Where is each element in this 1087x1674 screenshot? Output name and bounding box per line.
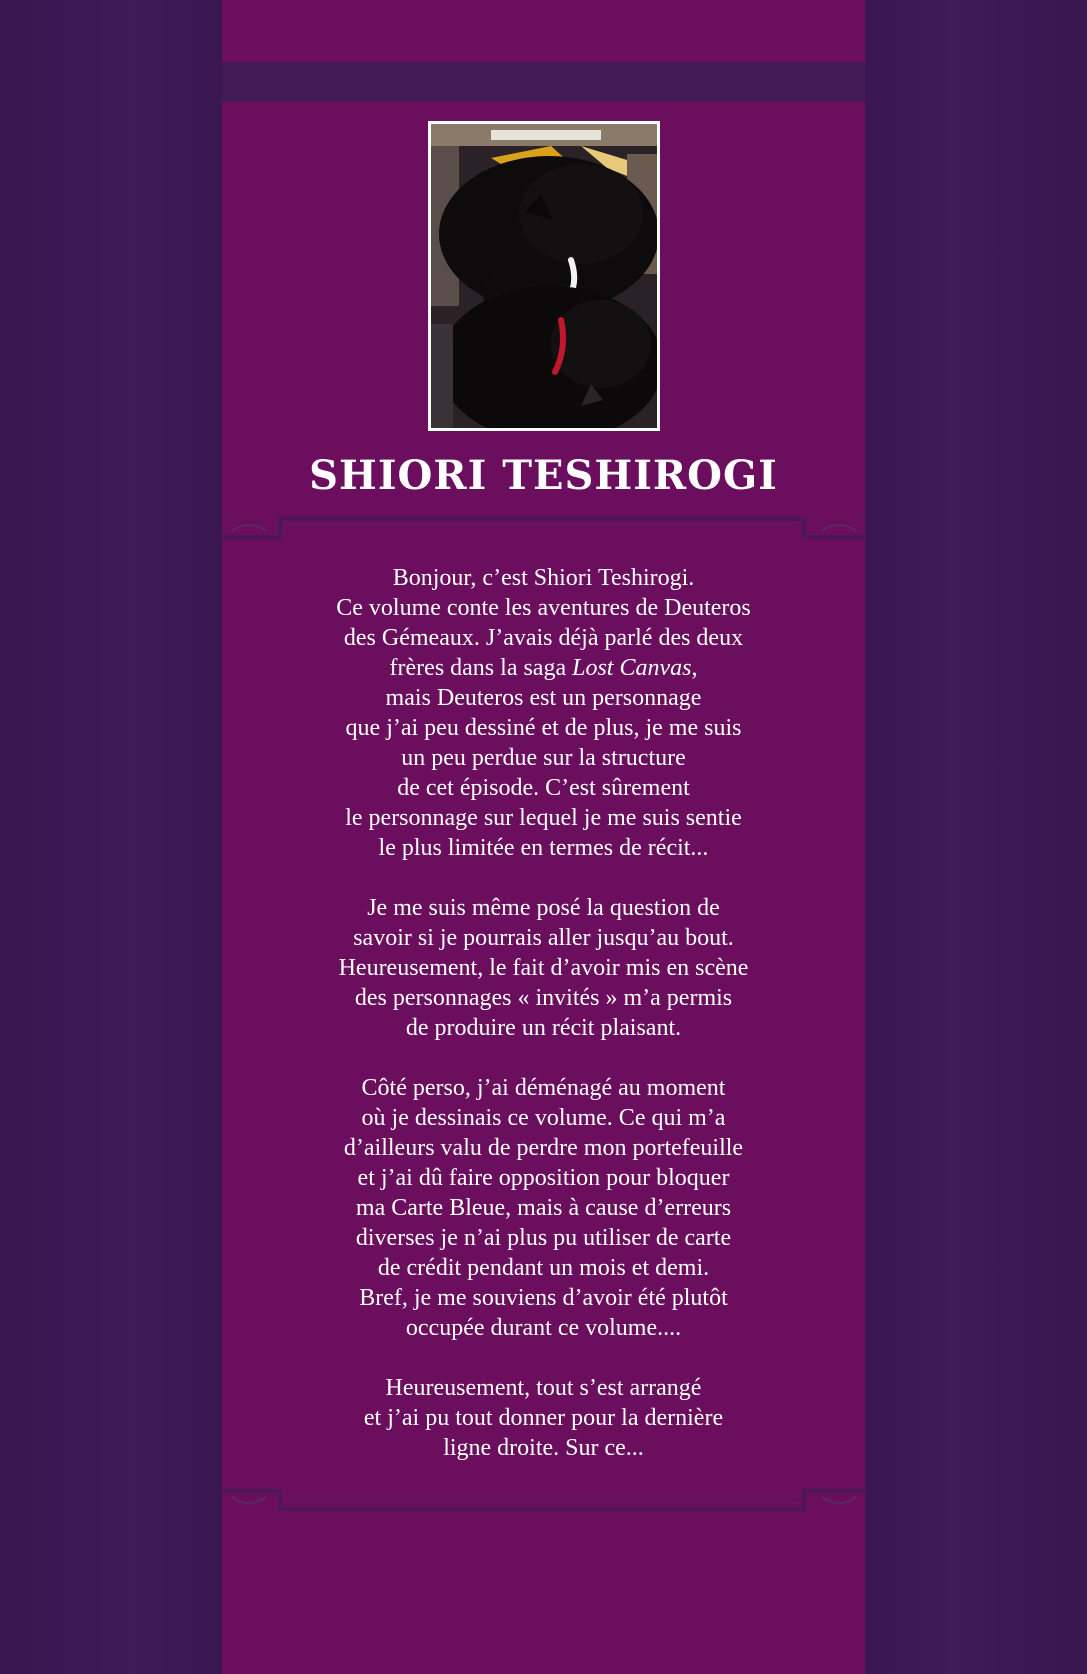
text-fragment: , (691, 655, 698, 681)
top-ornament-divider (222, 513, 865, 543)
right-side-panel (865, 0, 1087, 1674)
text-line: occupée durant ce volume.... (405, 1315, 682, 1341)
bottom-ornament-divider (222, 1485, 865, 1515)
cats-photo-icon (431, 124, 657, 428)
text-line: un peu perdue sur la structure (401, 745, 686, 771)
author-note (222, 563, 865, 1493)
text-line-with-title (222, 653, 865, 683)
text-line: Heureusement, le fait d’avoir mis en scène (338, 955, 749, 981)
text-line: Bref, je me souviens d’avoir été plutôt (359, 1285, 728, 1311)
text-line: de cet épisode. C’est sûrement (397, 775, 690, 801)
paragraph-2 (222, 893, 865, 1043)
text-line: des Gémeaux. J’avais déjà parlé des deux (343, 625, 744, 651)
work-title: Lost Canvas (572, 655, 692, 681)
text-line: ligne droite. Sur ce... (443, 1435, 644, 1461)
paragraph-3 (222, 1073, 865, 1343)
text-line: et j’ai dû faire opposition pour bloquer (357, 1165, 730, 1191)
text-line: Bonjour, c’est Shiori Teshirogi. (392, 565, 695, 591)
text-line: le plus limitée en termes de récit... (378, 835, 709, 861)
text-line: où je dessinais ce volume. Ce qui m’a (361, 1105, 726, 1131)
text-fragment: frères dans la saga (389, 655, 573, 681)
text-line: des personnages « invités » m’a permis (354, 985, 733, 1011)
text-line: de crédit pendant un mois et demi. (377, 1255, 710, 1281)
author-name: SHIORI TESHIROGI (309, 452, 778, 499)
text-line: de produire un récit plaisant. (405, 1015, 682, 1041)
text-line: savoir si je pourrais aller jusqu’au bout. (353, 925, 734, 951)
text-line: le personnage sur lequel je me suis sentie (345, 805, 742, 831)
text-line: d’ailleurs valu de perdre mon portefeuille (343, 1135, 744, 1161)
text-line: que j’ai peu dessiné et de plus, je me suis (345, 715, 742, 741)
top-band (222, 62, 865, 102)
text-line: Heureusement, tout s’est arrangé (385, 1375, 702, 1401)
text-line: et j’ai pu tout donner pour la dernière (363, 1405, 724, 1431)
paragraph-1 (222, 563, 865, 863)
text-line: diverses je n’ai plus pu utiliser de carte (355, 1225, 732, 1251)
author-photo (428, 121, 660, 431)
text-line: Je me suis même posé la question de (367, 895, 720, 921)
text-line: mais Deuteros est un personnage (385, 685, 702, 711)
paragraph-4 (222, 1373, 865, 1463)
text-line: Côté perso, j’ai déménagé au moment (361, 1075, 726, 1101)
text-line: ma Carte Bleue, mais à cause d’erreurs (355, 1195, 732, 1221)
text-line: Ce volume conte les aventures de Deuteros (336, 595, 751, 621)
left-side-panel (0, 0, 222, 1674)
